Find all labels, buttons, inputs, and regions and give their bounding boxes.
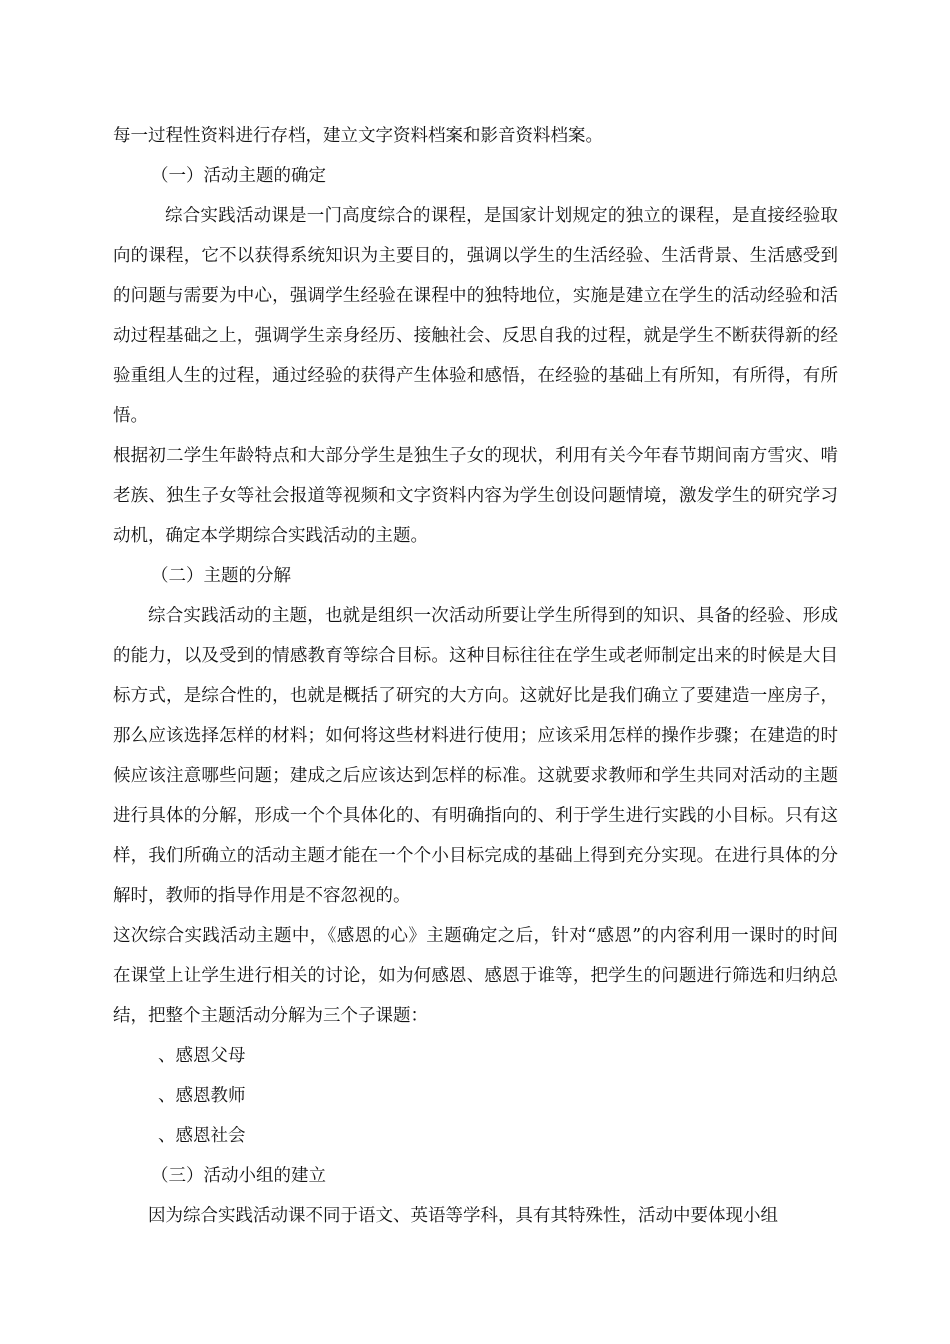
document-body (113, 116, 838, 1236)
section-heading-2: （二）主题的分解 (151, 566, 291, 586)
section-heading-1: （一）活动主题的确定 (151, 166, 326, 186)
list-item-parents: 、感恩父母 (158, 1046, 246, 1066)
list-item-teachers: 、感恩教师 (158, 1086, 246, 1106)
paragraph-theme-decomposition: 综合实践活动的主题，也就是组织一次活动所要让学生所得到的知识、具备的经验、形成的能力，以及受到的情感教育等综合目标。这种目标往往在学生或老师制定出来的时候是大目标方式，是综合性的，也就是概括了研究的大方向。这就好比是我们确立了要建造一座房子，那么应该选择怎样的材料；如何将这些材料进行使用；应该采用怎样的操作步骤；在建造的时候应该注意哪些问题；建成之后应该达到怎样的标准。这就要求教师和学生共同对活动的主题进行具体的分解，形成一个个具体化的、有明确指向的、利于学生进行实践的小目标。只有这样，我们所确立的活动主题才能在一个个小目标完成的基础上得到充分实现。在进行具体的分解时，教师的指导作用是不容忽视的。 (113, 606, 838, 906)
paragraph-subtopics-intro: 这次综合实践活动主题中，《感恩的心》主题确定之后，针对“感恩”的内容利用一课时的时间在课堂上让学生进行相关的讨论，如为何感恩、感恩于谁等，把学生的问题进行筛选和归纳总结，把整个主题活动分解为三个子课题： (113, 926, 838, 1026)
paragraph-theme-basis: 根据初二学生年龄特点和大部分学生是独生子女的现状，利用有关今年春节期间南方雪灾、啃老族、独生子女等社会报道等视频和文字资料内容为学生创设问题情境，激发学生的研究学习动机，确定本学期综合实践活动的主题。 (113, 446, 838, 546)
section-heading-3: （三）活动小组的建立 (151, 1166, 326, 1186)
paragraph-archive: 每一过程性资料进行存档，建立文字资料档案和影音资料档案。 (113, 126, 603, 146)
paragraph-group-setup: 因为综合实践活动课不同于语文、英语等学科，具有其特殊性，活动中要体现小组 (148, 1206, 778, 1226)
list-item-society: 、感恩社会 (158, 1126, 246, 1146)
paragraph-course-nature: 综合实践活动课是一门高度综合的课程，是国家计划规定的独立的课程，是直接经验取向的课程，它不以获得系统知识为主要目的，强调以学生的生活经验、生活背景、生活感受到的问题与需要为中心，强调学生经验在课程中的独特地位，实施是建立在学生的活动经验和活动过程基础之上，强调学生亲身经历、接触社会、反思自我的过程，就是学生不断获得新的经验重组人生的过程，通过经验的获得产生体验和感悟，在经验的基础上有所知，有所得，有所悟。 (113, 206, 838, 426)
